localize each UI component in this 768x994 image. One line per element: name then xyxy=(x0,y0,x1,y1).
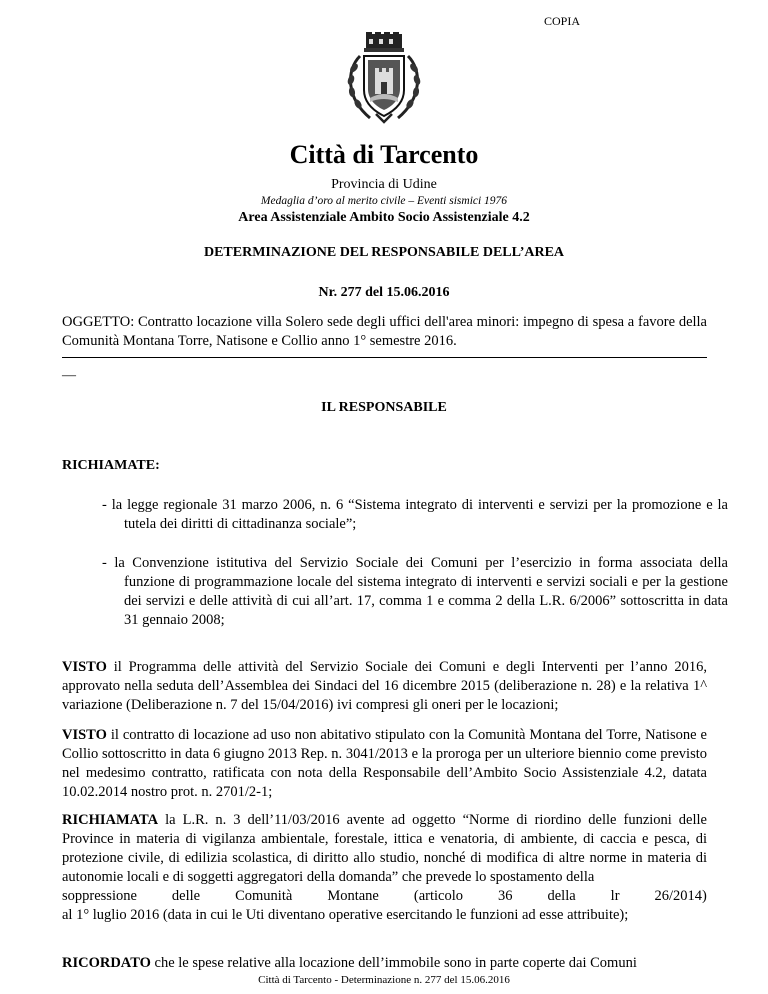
paragraph-text: il contratto di locazione ad uso non abitativo stipulato con la Comunità Montana del Torre, Natisone e Collio sottoscritto in data 6 giugno 2013 Rep. n. 3041/2013 e la proroga per un ulteriore biennio come previsto nel medesimo contratto, ratificata con nota della Responsabile dell’Ambito Socio Assistenziale 4.2, datata 10.02.2014 nostro prot. n. 2701/2-1; xyxy=(62,727,707,800)
word: lr xyxy=(610,888,620,904)
word: della xyxy=(547,888,576,904)
list-item: - la Convenzione istitutiva del Servizio Sociale dei Comuni per l’esercizio in forma associata della funzione di programmazione locale del sistema integrato di interventi e servizi sociali e per la gestione dei servizi e delle attività di cui all’art. 17, comma 1 e comma 2 della L.R. 6/2006” sottoscritta in data 31 gennaio 2008; xyxy=(102,555,728,628)
word: (articolo xyxy=(413,888,463,904)
area-name: Area Assistenziale Ambito Socio Assistenziale 4.2 xyxy=(238,210,530,225)
divider-dash: — xyxy=(62,368,76,383)
paragraph-lead: VISTO xyxy=(62,659,107,675)
word: Comunità xyxy=(235,888,293,904)
word: delle xyxy=(171,888,201,904)
paragraph-richiamata xyxy=(62,811,707,925)
richiamate-heading: RICHIAMATE: xyxy=(62,458,160,473)
paragraph-last-line: al 1° luglio 2016 (data in cui le Uti diventano operative esercitando le funzioni ad esse attribuite); xyxy=(62,907,629,923)
paragraph-visto-contratto xyxy=(62,726,707,802)
paragraph-text: il Programma delle attività del Servizio Sociale dei Comuni e degli Interventi per l’anno 2016, approvato nella seduta dell’Assemblea dei Sindaci del 16 dicembre 2015 (deliberazione n. 28) e la relativa 1^ variazione (Deliberazione n. 7 del 15/04/2016) ivi compresi gli oneri per le locazioni; xyxy=(62,659,707,713)
paragraph-lead: VISTO xyxy=(62,727,107,743)
word: Montane xyxy=(327,888,379,904)
city-coat-of-arms-icon xyxy=(340,32,428,124)
medal-note: Medaglia d’oro al merito civile – Eventi sismici 1976 xyxy=(260,195,508,207)
section-heading-responsabile: IL RESPONSABILE xyxy=(321,400,447,415)
list-item: - la legge regionale 31 marzo 2006, n. 6 “Sistema integrato di interventi e servizi per la promozione e la tutela dei diritti di cittadinanza sociale”; xyxy=(102,497,728,532)
horizontal-divider xyxy=(62,357,707,358)
paragraph-ricordato xyxy=(62,954,707,973)
paragraph-text: la L.R. n. 3 dell’11/03/2016 avente ad oggetto “Norme di riordino delle funzioni delle Province in materia di vigilanza ambientale, forestale, ittica e venatoria, di ambiente, di caccia e pesca, di protezione civile, di edilizia scolastica, di diritto allo studio, nonché di modifica di altre norme in materia di autonomie locali e di soggetti aggregatori della domanda” che prevede lo spostamento della xyxy=(62,812,707,885)
determination-title: DETERMINAZIONE DEL RESPONSABILE DELL’AREA xyxy=(203,245,565,260)
paragraph-visto-programma xyxy=(62,658,707,715)
word: 36 xyxy=(497,888,513,904)
word: soppressione xyxy=(62,888,137,904)
city-name: Città di Tarcento xyxy=(289,140,479,169)
determination-number: Nr. 277 del 15.06.2016 xyxy=(318,285,450,300)
subject-paragraph: OGGETTO: Contratto locazione villa Solero sede degli uffici dell'area minori: impegno di spesa a favore della Comunità Montana Torre, Natisone e Collio anno 1° semestre 2016. xyxy=(62,314,707,349)
paragraph-lead: RICORDATO xyxy=(62,955,151,971)
justified-line xyxy=(62,887,707,906)
paragraph-lead: RICHIAMATA xyxy=(62,812,159,828)
word: 26/2014) xyxy=(654,888,707,904)
copy-label: COPIA xyxy=(543,14,580,28)
province-name: Provincia di Udine xyxy=(331,177,437,192)
page-footer: Città di Tarcento - Determinazione n. 277 del 15.06.2016 xyxy=(258,974,510,986)
paragraph-text: che le spese relative alla locazione dell’immobile sono in parte coperte dai Comuni xyxy=(150,955,637,971)
